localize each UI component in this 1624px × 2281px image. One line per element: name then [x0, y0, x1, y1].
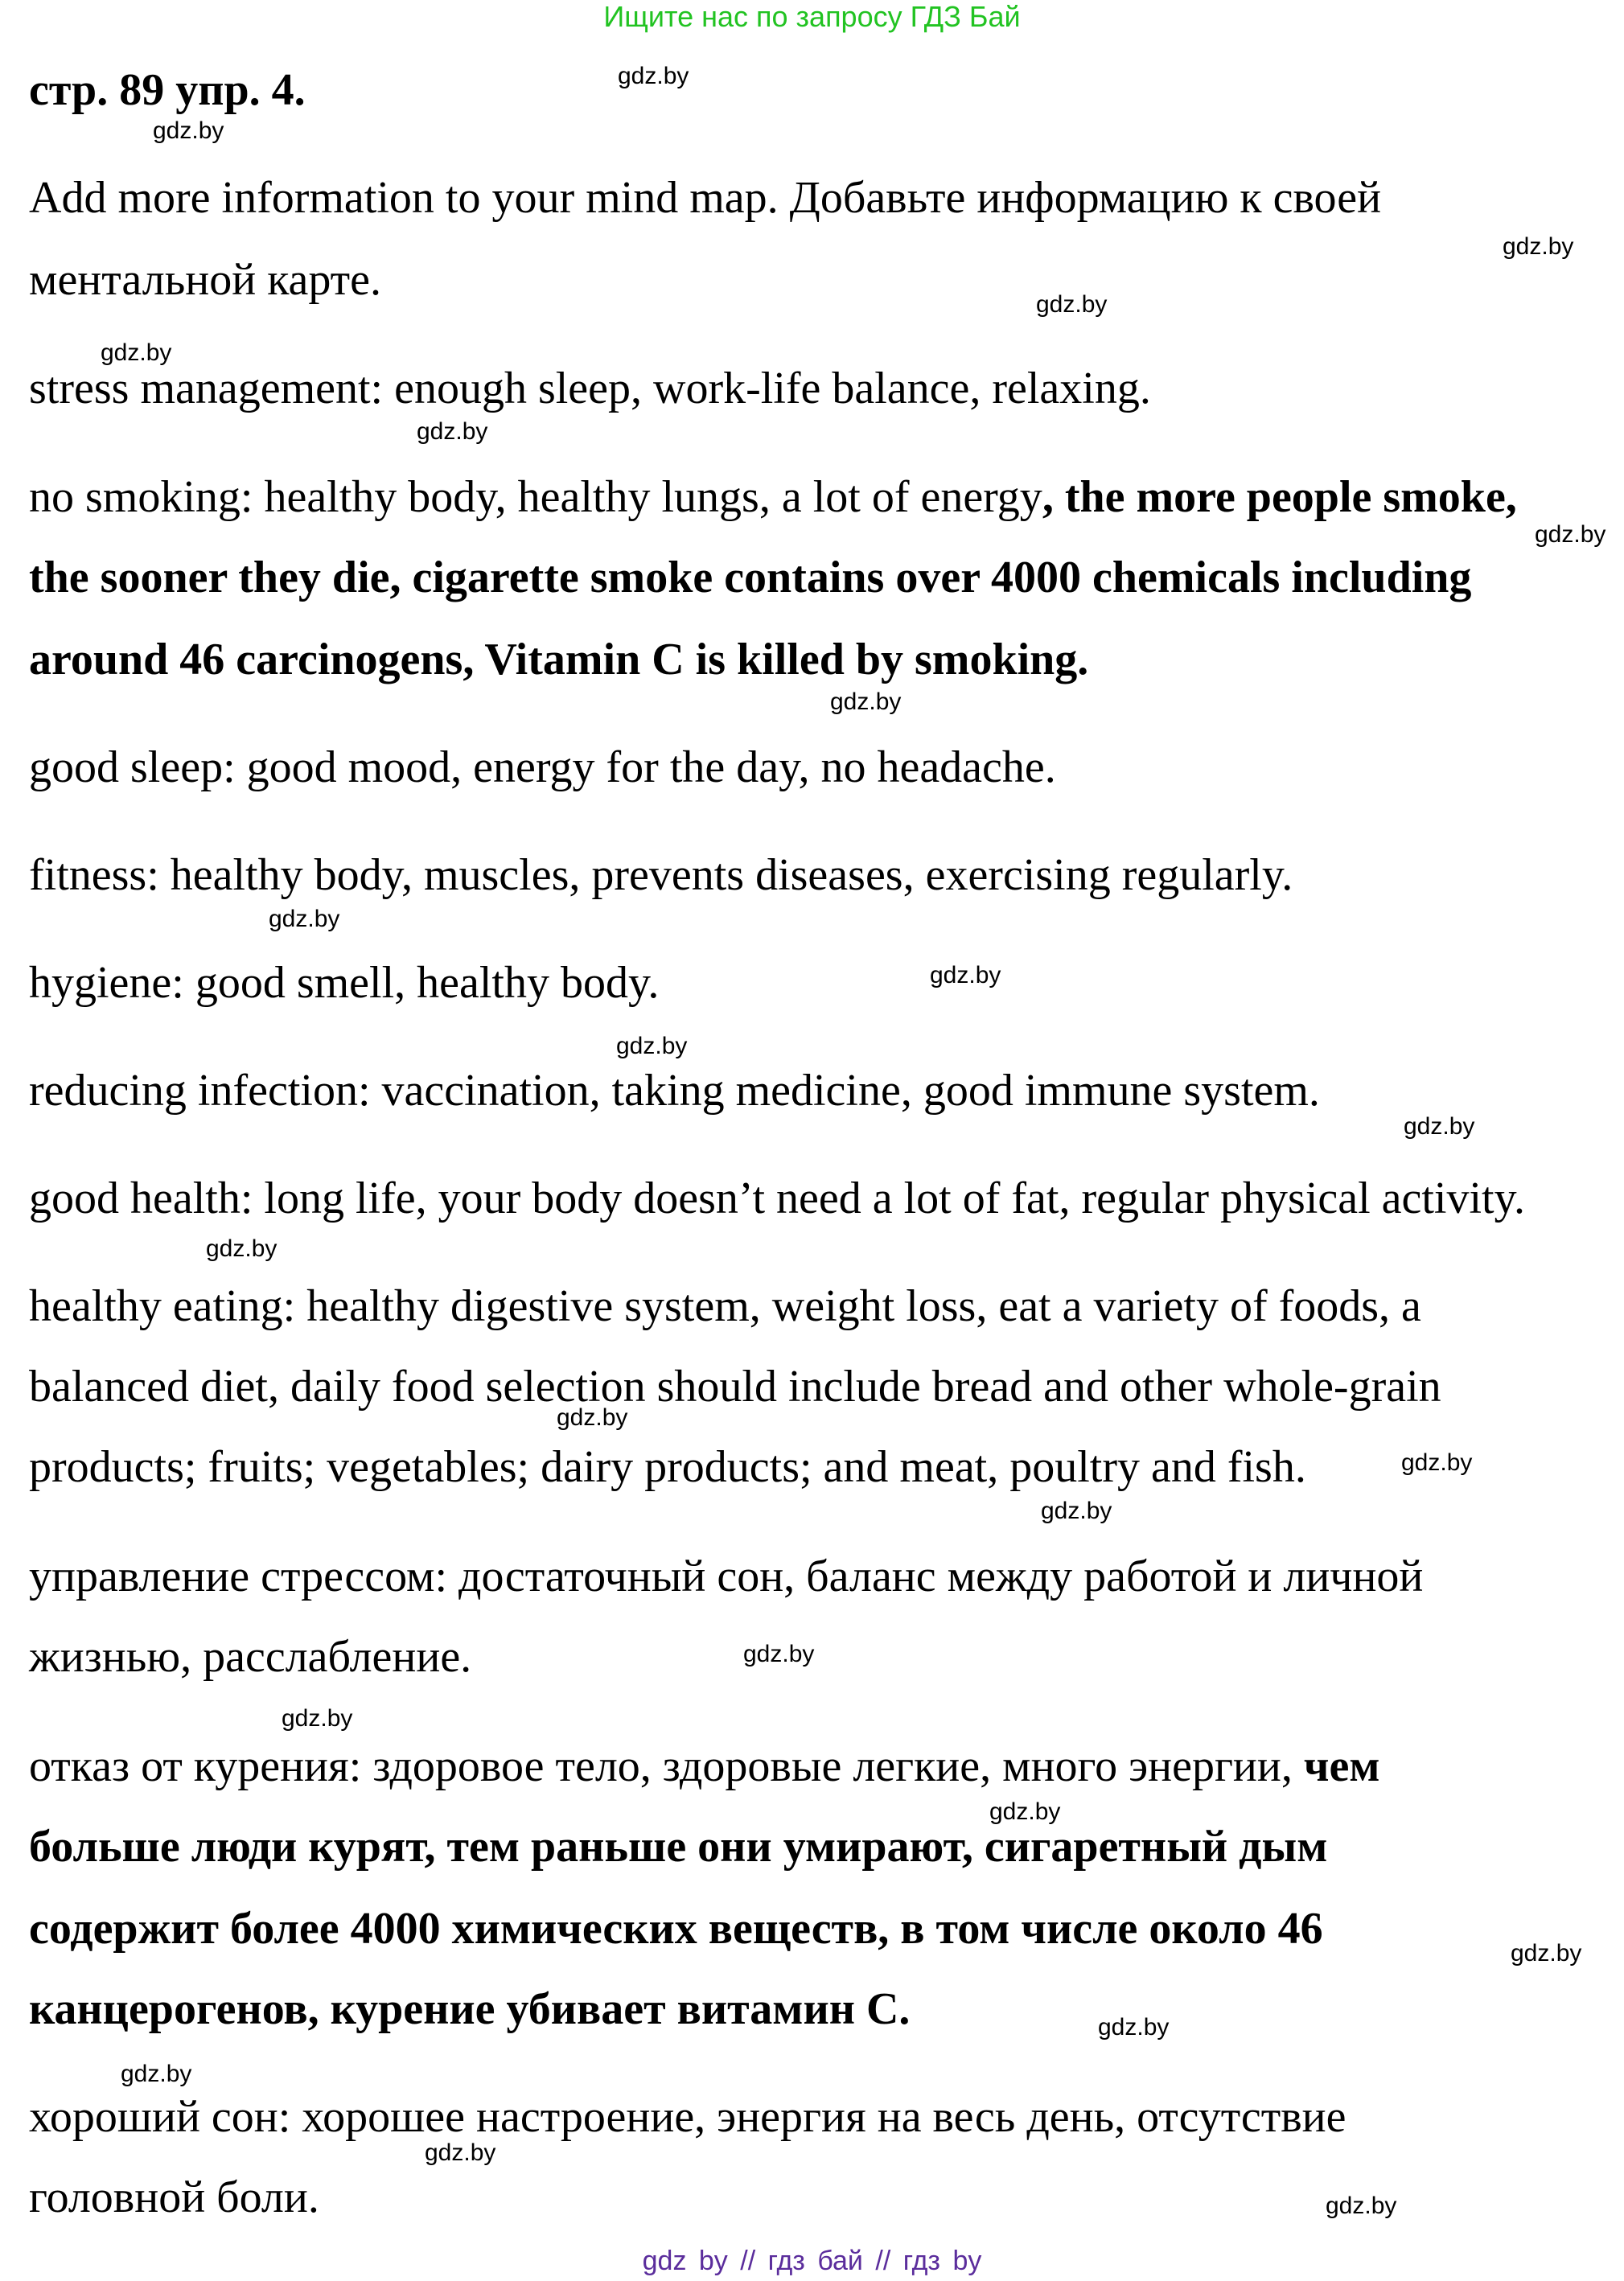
watermark: gdz.by [1401, 1449, 1473, 1476]
watermark: gdz.by [1535, 521, 1606, 548]
watermark: gdz.by [930, 962, 1001, 988]
watermark: gdz.by [989, 1798, 1061, 1825]
good-sleep-ru-line-2: головной боли. [29, 2172, 319, 2222]
hygiene-en: hygiene: good smell, healthy body. [29, 958, 660, 1008]
stress-management-en: stress management: enough sleep, work-life balance, relaxing. [29, 364, 1151, 413]
watermark: gdz.by [743, 1641, 815, 1667]
watermark: gdz.by [1041, 1498, 1112, 1524]
stress-management-ru-line-2: жизнью, расслабление. [29, 1632, 472, 1682]
watermark: gdz.by [417, 418, 488, 445]
no-smoking-en-line-3: around 46 carcinogens, Vitamin C is killed by smoking. [29, 635, 1089, 684]
task-line-1: Add more information to your mind map. Добавьте информацию к своей [29, 173, 1382, 223]
watermark: gdz.by [1404, 1113, 1475, 1140]
watermark: gdz.by [1326, 2193, 1397, 2219]
no-smoking-ru-bold-1: чем [1303, 1741, 1380, 1791]
watermark: gdz.by [1511, 1940, 1582, 1967]
healthy-eating-en-line-3: products; fruits; vegetables; dairy products; and meat, poultry and fish. [29, 1442, 1306, 1492]
no-smoking-en-line-1 [29, 472, 1517, 522]
watermark: gdz.by [618, 63, 689, 89]
no-smoking-ru-line-2: больше люди курят, тем раньше они умирают, сигаретный дым [29, 1822, 1328, 1872]
search-banner[interactable]: Ищите нас по запросу ГДЗ Бай [603, 0, 1021, 33]
watermark: gdz.by [830, 688, 902, 715]
no-smoking-en-line-2: the sooner they die, cigarette smoke contains over 4000 chemicals including [29, 553, 1472, 602]
task-line-2: ментальной карте. [29, 255, 381, 305]
no-smoking-en-plain: no smoking: healthy body, healthy lungs, a lot of energy [29, 472, 1042, 522]
watermark: gdz.by [425, 2139, 496, 2166]
no-smoking-ru-line-1 [29, 1741, 1380, 1791]
no-smoking-ru-plain: отказ от курения: здоровое тело, здоровые легкие, много энергии, [29, 1741, 1304, 1791]
healthy-eating-en-line-2: balanced diet, daily food selection should include bread and other whole-grain [29, 1362, 1441, 1412]
watermark: gdz.by [557, 1404, 628, 1431]
watermark: gdz.by [1098, 2014, 1170, 2041]
page-title: стр. 89 упр. 4. [29, 65, 306, 115]
healthy-eating-en-line-1: healthy eating: healthy digestive system, weight loss, eat a variety of foods, a [29, 1281, 1421, 1331]
watermark: gdz.by [282, 1705, 353, 1732]
fitness-en: fitness: healthy body, muscles, prevents diseases, exercising regularly. [29, 850, 1293, 900]
good-sleep-ru-line-1: хороший сон: хорошее настроение, энергия на весь день, отсутствие [29, 2092, 1346, 2142]
watermark: gdz.by [153, 117, 224, 144]
stress-management-ru-line-1: управление стрессом: достаточный сон, баланс между работой и личной [29, 1551, 1424, 1601]
watermark: gdz.by [616, 1033, 688, 1059]
reducing-infection-en: reducing infection: vaccination, taking medicine, good immune system. [29, 1066, 1320, 1116]
good-health-en: good health: long life, your body doesn’t need a lot of fat, regular physical activity. [29, 1173, 1525, 1223]
watermark: gdz.by [101, 339, 172, 366]
no-smoking-ru-line-3: содержит более 4000 химических веществ, в том числе около 46 [29, 1904, 1323, 1954]
no-smoking-en-bold-1: , the more people smoke, [1042, 472, 1517, 522]
watermark: gdz.by [121, 2061, 192, 2087]
watermark: gdz.by [269, 906, 340, 932]
watermark: gdz.by [206, 1235, 278, 1262]
no-smoking-ru-line-4: канцерогенов, курение убивает витамин С. [29, 1984, 911, 2034]
good-sleep-en: good sleep: good mood, energy for the day, no headache. [29, 742, 1056, 792]
watermark: gdz.by [1036, 291, 1108, 318]
watermark: gdz.by [1503, 233, 1574, 260]
footer-links[interactable]: gdz by // гдз бай // гдз by [642, 2246, 982, 2276]
